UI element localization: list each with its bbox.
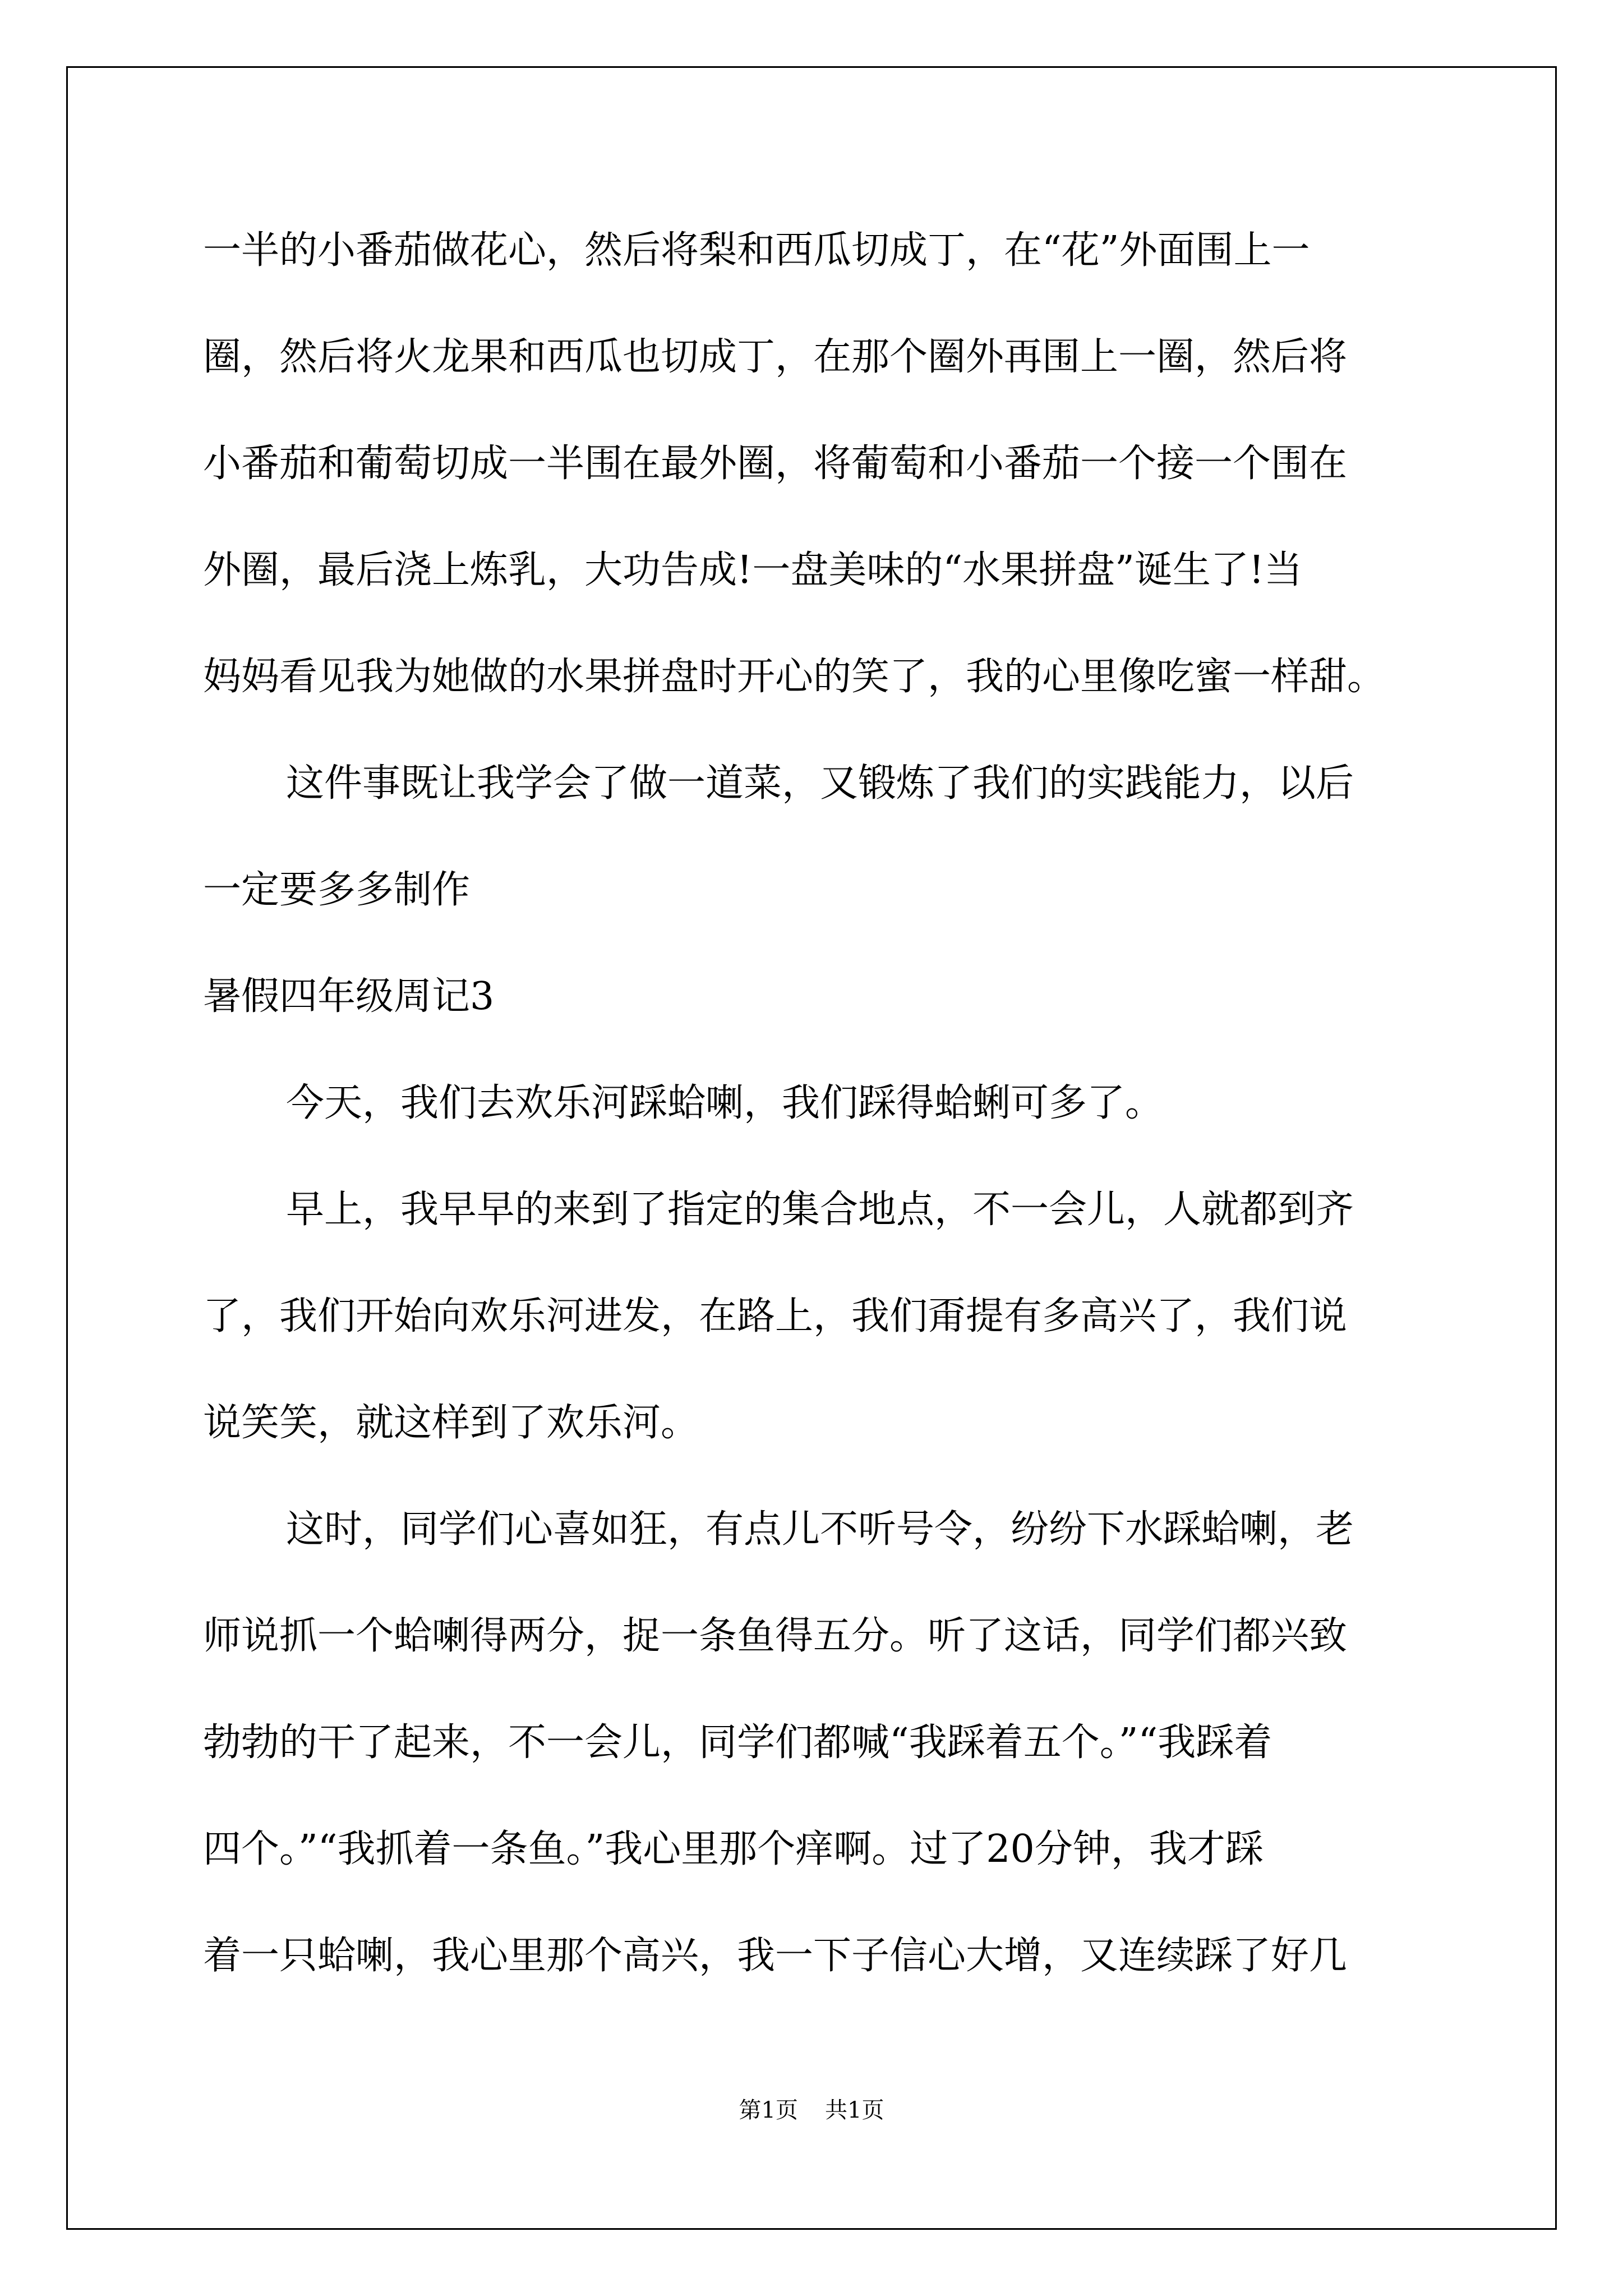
page-number: 第1页	[739, 2097, 798, 2123]
text-line: 这时，同学们心喜如狂，有点儿不听号令，纷纷下水踩蛤喇，老	[286, 1507, 1354, 1552]
text-line: 一定要多多制作	[203, 868, 471, 912]
text-line: 小番茄和葡萄切成一半围在最外圈，将葡萄和小番茄一个接一个围在	[203, 441, 1348, 486]
page-footer	[0, 2092, 1623, 2124]
text-line: 早上，我早早的来到了指定的集合地点，不一会儿，人就都到齐	[286, 1188, 1354, 1232]
text-line: 了，我们开始向欢乐河进发，在路上，我们甭提有多高兴了，我们说	[203, 1294, 1348, 1338]
text-line: 着一只蛤喇，我心里那个高兴，我一下子信心大增，又连续踩了好几	[203, 1934, 1348, 1978]
text-line: 四个。”“我抓着一条鱼。”我心里那个痒啊。过了20分钟，我才踩	[203, 1827, 1264, 1871]
text-line: 一半的小番茄做花心，然后将梨和西瓜切成丁，在“花”外面围上一	[203, 228, 1310, 273]
text-line: 妈妈看见我为她做的水果拼盘时开心的笑了，我的心里像吃蜜一样甜。	[203, 655, 1386, 699]
page-total: 共1页	[825, 2097, 884, 2123]
text-line: 今天，我们去欢乐河踩蛤喇，我们踩得蛤蜊可多了。	[286, 1081, 1164, 1125]
text-line: 这件事既让我学会了做一道菜，又锻炼了我们的实践能力，以后	[286, 761, 1354, 806]
text-line: 说笑笑，就这样到了欢乐河。	[203, 1401, 699, 1445]
section-heading: 暑假四年级周记3	[203, 974, 495, 1019]
text-line: 圈，然后将火龙果和西瓜也切成丁，在那个圈外再围上一圈，然后将	[203, 335, 1348, 379]
text-line: 勃勃的干了起来，不一会儿，同学们都喊“我踩着五个。”“我踩着	[203, 1720, 1272, 1765]
document-body	[203, 197, 1431, 2009]
text-line: 外圈，最后浇上炼乳，大功告成!一盘美味的“水果拼盘”诞生了!当	[203, 548, 1303, 592]
text-line: 师说抓一个蛤喇得两分，捉一条鱼得五分。听了这话，同学们都兴致	[203, 1614, 1348, 1658]
